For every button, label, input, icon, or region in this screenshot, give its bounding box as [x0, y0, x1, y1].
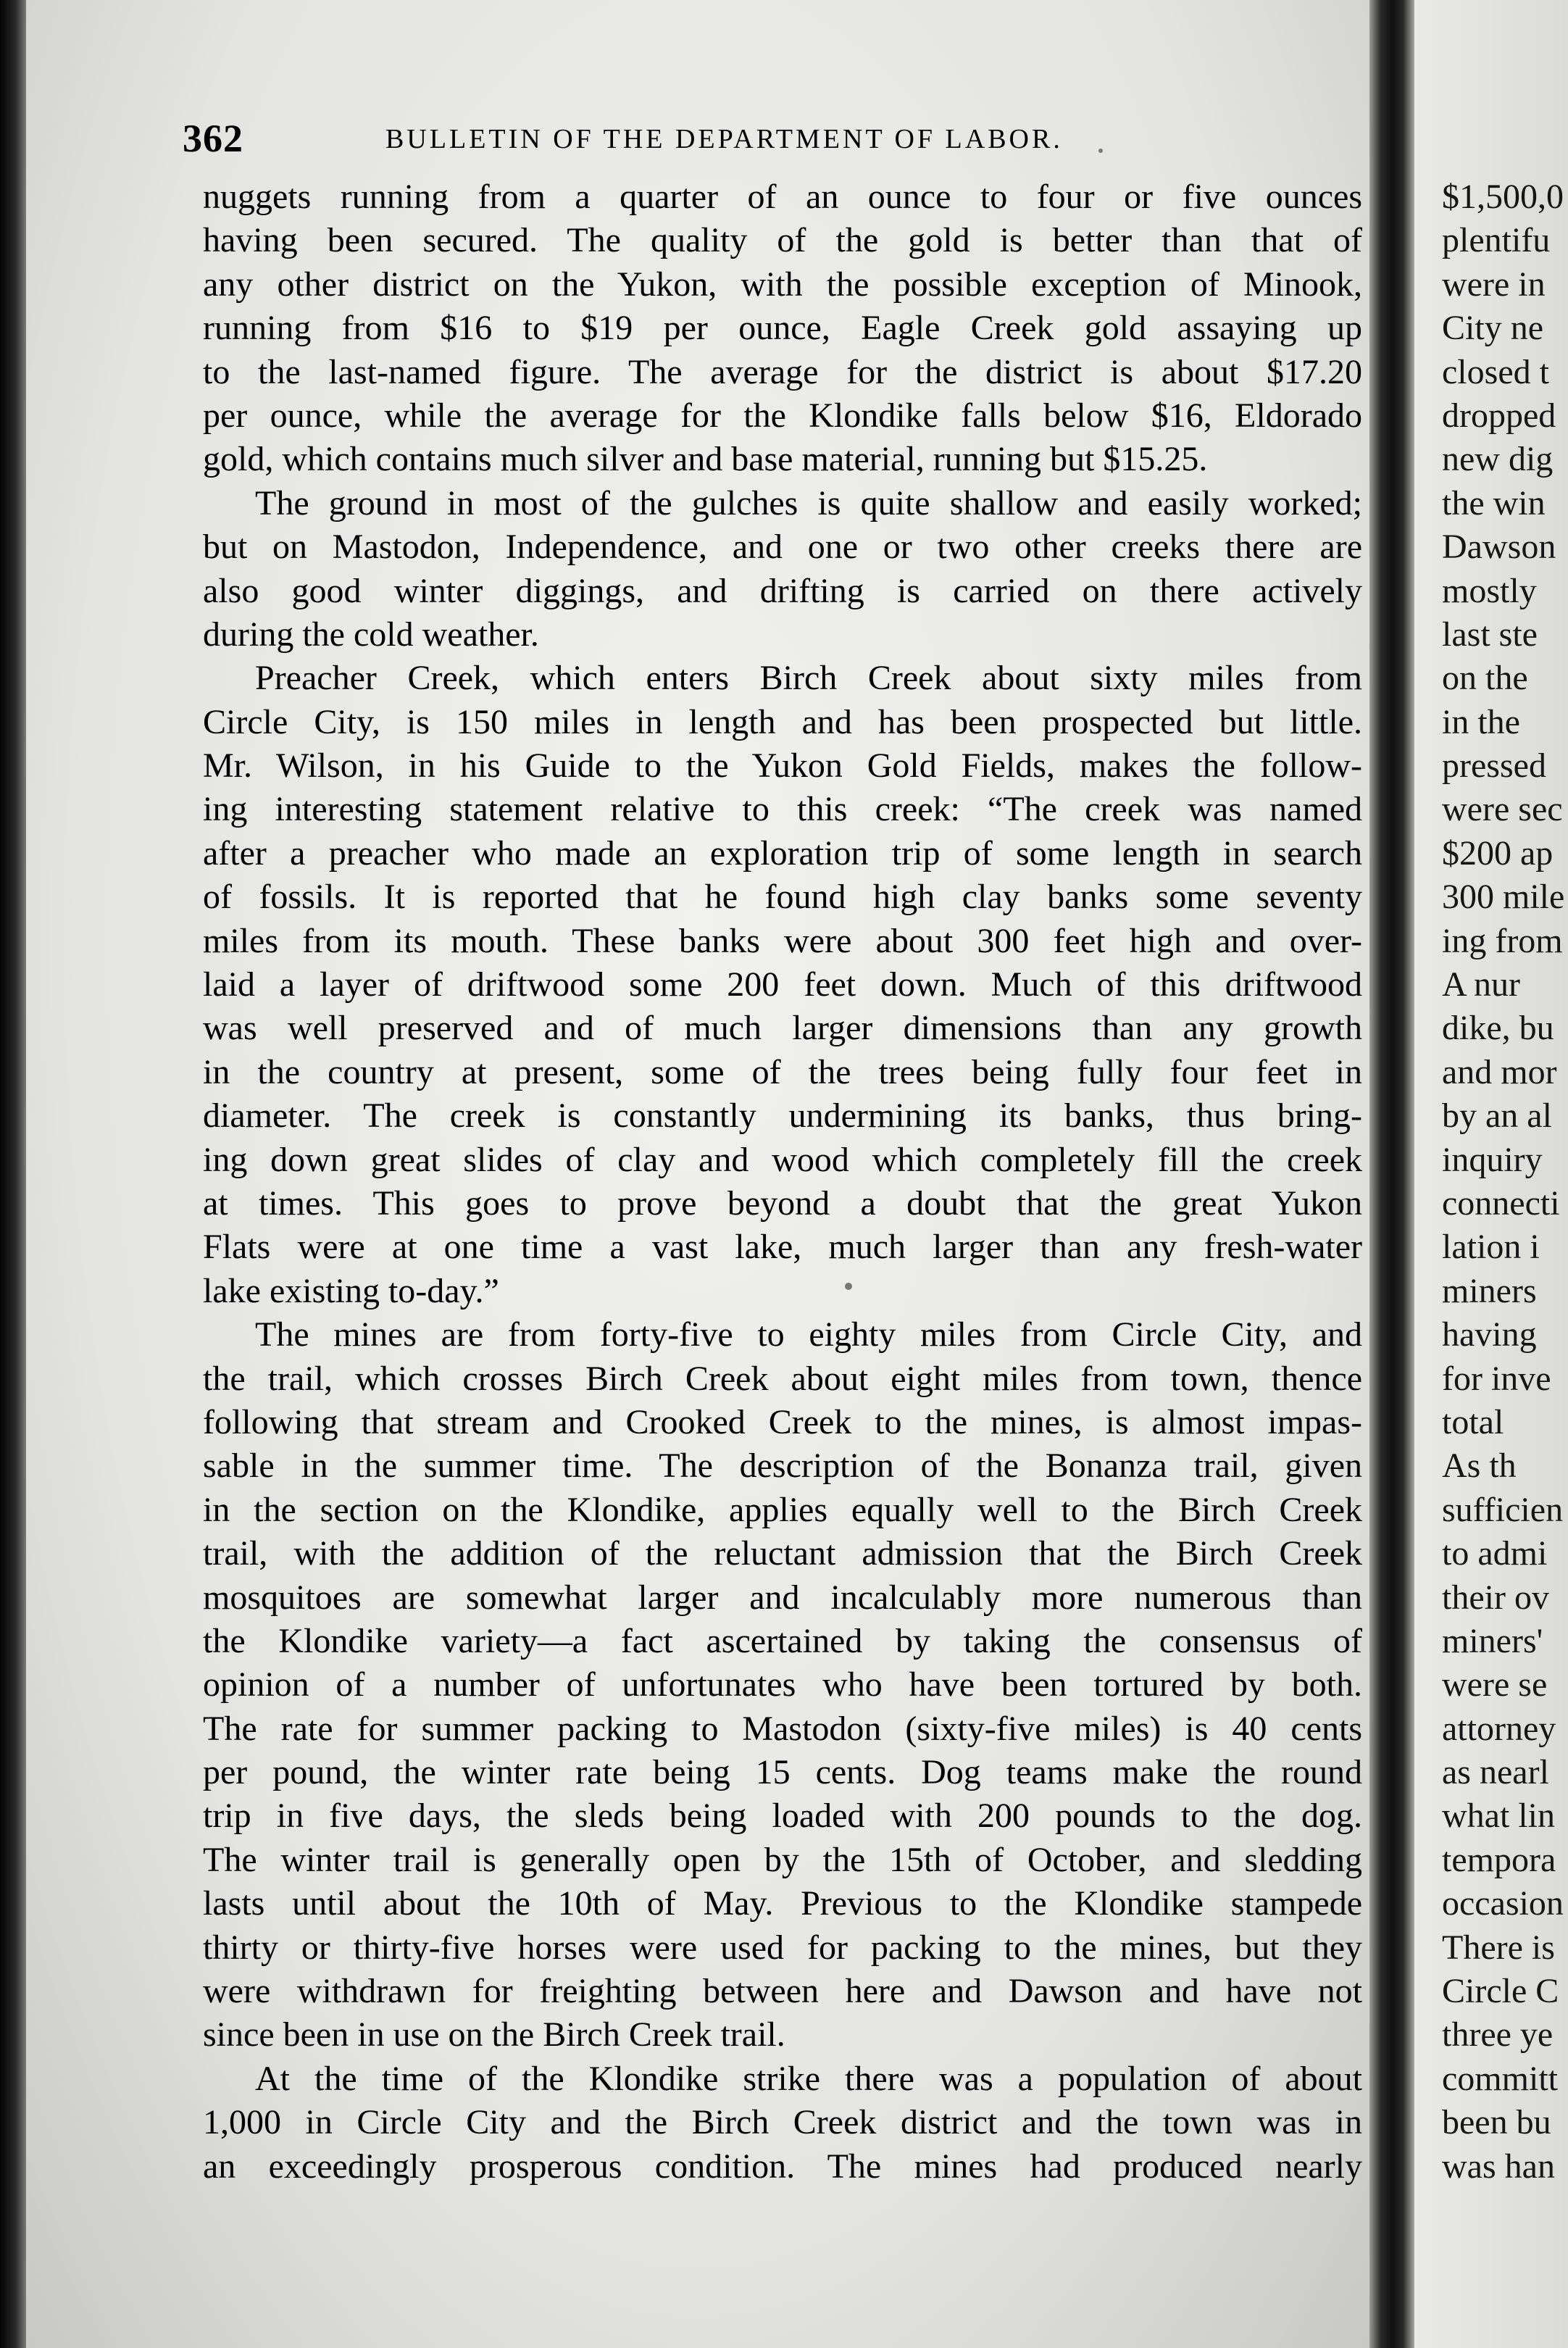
book-gutter — [1369, 0, 1414, 2348]
right-page-line: as nearl — [1442, 1753, 1549, 1792]
right-page-line: sufficien — [1442, 1490, 1564, 1529]
right-page-line: tempora — [1442, 1840, 1556, 1879]
text-line: ing down great slides of clay and wood which completely fill the creek — [203, 1140, 1362, 1179]
text-line: The winter trail is generally open by the 15th of October, and sledding — [203, 1840, 1362, 1879]
text-line: the Klondike variety—a fact ascertained by taking the consensus of — [203, 1621, 1362, 1660]
text-line: an exceedingly prosperous condition. The mines had produced nearly — [203, 2147, 1362, 2186]
text-line: Flats were at one time a vast lake, much larger than any fresh-water — [203, 1228, 1362, 1267]
right-page-line: lation i — [1442, 1228, 1540, 1267]
text-line: also good winter diggings, and drifting is carried on there actively — [203, 571, 1362, 610]
text-line: since been in use on the Birch Creek trail. — [203, 2015, 785, 2054]
right-page-line: and mor — [1442, 1052, 1557, 1091]
right-page-line: As th — [1442, 1446, 1517, 1486]
text-line: At the time of the Klondike strike there was a population of about — [255, 2059, 1362, 2098]
right-page-line: for inve — [1442, 1359, 1551, 1398]
right-page-line: ing from — [1442, 921, 1563, 960]
text-line: ing interesting statement relative to this creek: “The creek was named — [203, 790, 1362, 829]
text-line: mosquitoes are somewhat larger and incalculably more numerous than — [203, 1578, 1362, 1617]
right-page — [1414, 0, 1568, 2348]
text-line: but on Mastodon, Independence, and one or two other creeks there are — [203, 528, 1362, 567]
text-line: during the cold weather. — [203, 615, 539, 654]
right-page-line: to admi — [1442, 1534, 1548, 1573]
text-line: any other district on the Yukon, with the possible exception of Minook, — [203, 265, 1362, 304]
right-page-line: was han — [1442, 2147, 1555, 2186]
right-page-line: last ste — [1442, 615, 1538, 654]
right-page-line: attorney — [1442, 1709, 1556, 1748]
text-line: of fossils. It is reported that he found high clay banks some seventy — [203, 878, 1362, 917]
text-line: to the last-named figure. The average for the district is about $17.20 — [203, 352, 1362, 391]
right-page-line: what lin — [1442, 1797, 1555, 1836]
text-line: sable in the summer time. The description of the Bonanza trail, given — [203, 1446, 1362, 1486]
right-page-line: Dawson — [1442, 528, 1556, 567]
right-page-line: connecti — [1442, 1183, 1560, 1223]
text-line: trail, with the addition of the reluctant admission that the Birch Creek — [203, 1534, 1362, 1573]
right-page-line: in the — [1442, 702, 1520, 741]
text-line: thirty or thirty-five horses were used for packing to the mines, but they — [203, 1928, 1362, 1967]
right-page-line: by an al — [1442, 1096, 1552, 1136]
text-line: per ounce, while the average for the Klondike falls below $16, Eldorado — [203, 396, 1362, 435]
right-page-text — [1442, 175, 1564, 2189]
text-line: Preacher Creek, which enters Birch Creek about sixty miles from — [255, 659, 1362, 698]
text-line: following that stream and Crooked Creek to the mines, is almost impas- — [203, 1402, 1362, 1441]
right-page-line: occasion — [1442, 1884, 1564, 1923]
page-header — [183, 116, 1183, 167]
right-page-line: having — [1442, 1315, 1537, 1354]
right-page-line: 300 mile — [1442, 878, 1565, 917]
right-page-line: dropped — [1442, 396, 1556, 435]
text-line: laid a layer of driftwood some 200 feet down. Much of this driftwood — [203, 965, 1362, 1004]
text-line: having been secured. The quality of the gold is better than that of — [203, 221, 1362, 260]
right-page-line: $1,500,0 — [1442, 178, 1564, 216]
right-page-line: three ye — [1442, 2015, 1554, 2054]
right-page-line: the win — [1442, 483, 1546, 523]
text-line: lasts until about the 10th of May. Previous to the Klondike stampede — [203, 1884, 1362, 1923]
right-page-line: inquiry — [1442, 1140, 1543, 1179]
text-line: lake existing to-day.” — [203, 1271, 499, 1310]
right-page-line: mostly — [1442, 571, 1537, 610]
right-page-line: dike, bu — [1442, 1009, 1554, 1048]
right-page-line: were se — [1442, 1665, 1548, 1704]
text-line: opinion of a number of unfortunates who have been tortured by both. — [203, 1665, 1362, 1704]
text-line: in the section on the Klondike, applies equally well to the Birch Creek — [203, 1490, 1362, 1529]
text-line: gold, which contains much silver and base material, running but $15.25. — [203, 440, 1208, 479]
right-page-line: miners' — [1442, 1621, 1543, 1660]
page-number: 362 — [183, 117, 243, 160]
text-line: The ground in most of the gulches is quite shallow and easily worked; — [255, 483, 1362, 523]
right-page-line: on the — [1442, 659, 1528, 698]
right-page-line: their ov — [1442, 1578, 1549, 1617]
text-line: the trail, which crosses Birch Creek about eight miles from town, thence — [203, 1359, 1362, 1398]
text-line: Mr. Wilson, in his Guide to the Yukon Gold Fields, makes the follow- — [203, 746, 1362, 786]
text-line: trip in five days, the sleds being loaded with 200 pounds to the dog. — [203, 1797, 1362, 1836]
right-page-line: closed t — [1442, 352, 1549, 391]
body-text — [203, 175, 1362, 2189]
right-page-line: plentifu — [1442, 221, 1551, 260]
text-line: after a preacher who made an exploration trip of some length in search — [203, 833, 1362, 873]
right-page-line: City ne — [1442, 309, 1543, 348]
right-page-line: been bu — [1442, 2103, 1551, 2142]
right-page-line: were sec — [1442, 790, 1563, 829]
text-line: at times. This goes to prove beyond a doubt that the great Yukon — [203, 1183, 1362, 1223]
running-head: BULLETIN OF THE DEPARTMENT OF LABOR. — [385, 124, 1063, 154]
text-line: in the country at present, some of the trees being fully four feet in — [203, 1052, 1362, 1091]
text-line: 1,000 in Circle City and the Birch Creek district and the town was in — [203, 2103, 1362, 2142]
right-page-line: were in — [1442, 265, 1546, 304]
right-page-line: Circle C — [1442, 1972, 1559, 2011]
text-line: Circle City, is 150 miles in length and has been prospected but little. — [203, 702, 1362, 741]
text-line: were withdrawn for freighting between here and Dawson and have not — [203, 1972, 1362, 2011]
right-page-line: There is — [1442, 1928, 1555, 1967]
right-page-line: A nur — [1442, 965, 1520, 1004]
scan-left-edge — [0, 0, 26, 2348]
right-page-line: total — [1442, 1402, 1504, 1441]
right-page-line: committ — [1442, 2059, 1558, 2098]
text-line: miles from its mouth. These banks were about 300 feet high and over- — [203, 921, 1362, 960]
right-page-line: $200 ap — [1442, 833, 1554, 873]
text-line: The mines are from forty-five to eighty miles from Circle City, and — [255, 1315, 1362, 1354]
text-line: The rate for summer packing to Mastodon (sixty-five miles) is 40 cents — [203, 1709, 1362, 1748]
right-page-line: new dig — [1442, 440, 1554, 479]
right-page-line: miners — [1442, 1271, 1537, 1310]
text-line: running from $16 to $19 per ounce, Eagle Creek gold assaying up — [203, 309, 1362, 348]
text-line: per pound, the winter rate being 15 cents. Dog teams make the round — [203, 1753, 1362, 1792]
text-line: diameter. The creek is constantly undermining its banks, thus bring- — [203, 1096, 1362, 1136]
text-line: nuggets running from a quarter of an ounce to four or five ounces — [203, 178, 1362, 216]
text-line: was well preserved and of much larger dimensions than any growth — [203, 1009, 1362, 1048]
right-page-line: pressed — [1442, 746, 1546, 786]
